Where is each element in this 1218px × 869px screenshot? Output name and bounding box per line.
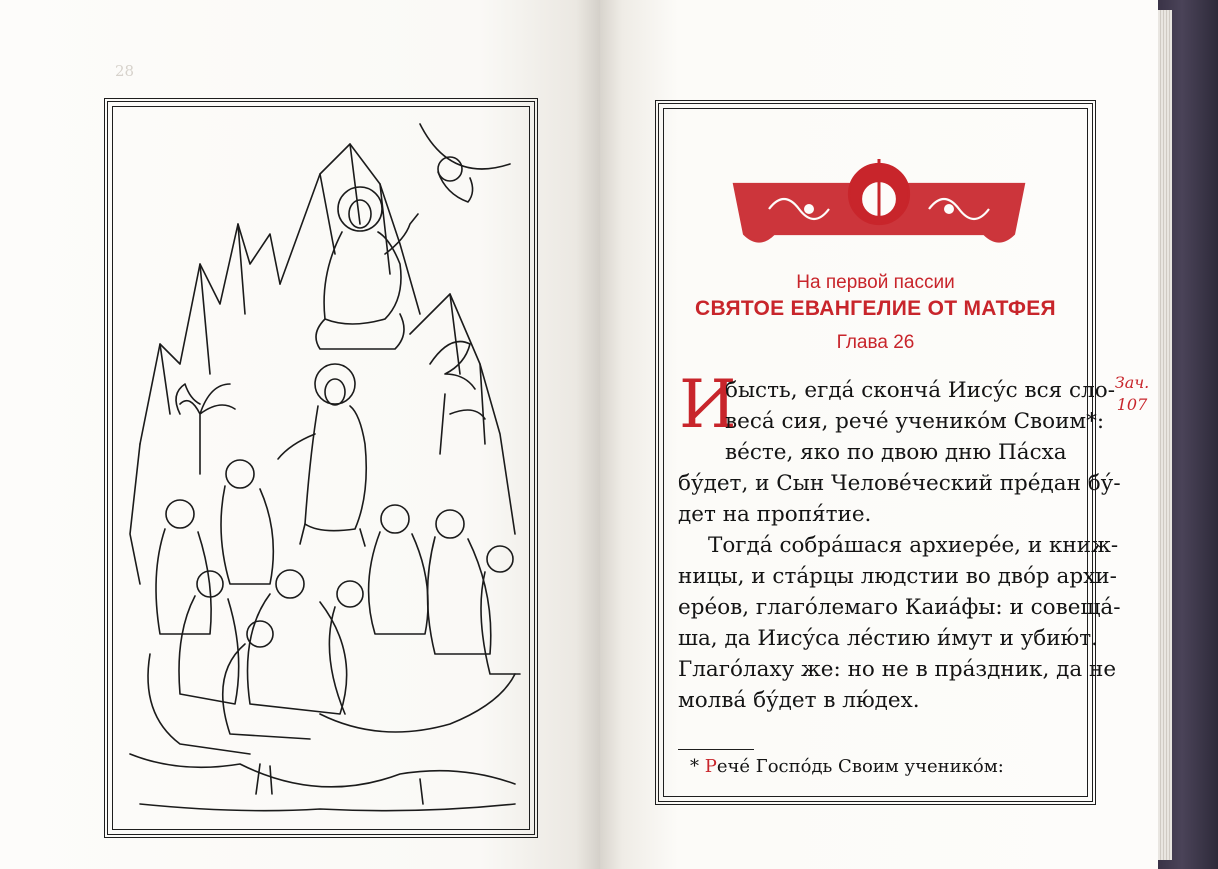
text-frame xyxy=(655,100,1121,805)
service-label: На первой пассии xyxy=(796,272,955,293)
footnote-marker: * xyxy=(690,756,699,777)
chapter-heading: Глава 26 xyxy=(836,332,915,353)
text-line: Тогда́ собра́шася архиере́е, и книж- xyxy=(708,533,1119,558)
page-block-edge xyxy=(1158,10,1172,860)
right-page xyxy=(600,0,1158,869)
illustration-frame xyxy=(104,98,538,838)
text-line: ере́ов, глаго́лемаго Каиа́фы: и совеща́- xyxy=(678,595,1121,620)
book-title: СВЯТОЕ ЕВАНГЕЛИЕ ОТ МАТФЕЯ xyxy=(695,297,1056,320)
text-line: веса́ сия, рече́ ученико́м Своим*: xyxy=(725,409,1105,434)
footnote-text: ече́ Госпо́дь Своим ученико́м: xyxy=(716,756,1004,777)
text-line: бу́дет, и Сын Челове́ческий пре́дан бу́- xyxy=(678,471,1121,496)
ornamental-headpiece xyxy=(729,154,1029,249)
text-line: бысть, егда́ сконча́ Иису́с вся сло- xyxy=(725,378,1115,403)
text-line: дет на пропя́тие. xyxy=(678,502,872,527)
text-line: ницы, и ста́рцы людстии во дво́р архи- xyxy=(678,564,1117,589)
left-page xyxy=(0,0,600,869)
margin-note-label: Зач. xyxy=(1114,373,1150,392)
text-line: Глаго́лаху же: но не в пра́здник, да не xyxy=(678,657,1117,682)
margin-note-number: 107 xyxy=(1116,395,1148,414)
footnote-rule xyxy=(678,749,754,750)
book-cover-edge xyxy=(1158,0,1218,869)
footnote xyxy=(690,756,1004,777)
text-line: молва́ бу́дет в лю́дех. xyxy=(678,688,920,713)
drop-cap: И xyxy=(679,366,737,443)
text-line: ша, да Иису́са ле́стию и́мут и убию́т. xyxy=(678,626,1098,651)
left-page-number: 28 xyxy=(115,62,135,80)
footnote-red-initial: Р xyxy=(704,756,717,777)
gethsemane-illustration xyxy=(120,114,522,822)
text-line: ве́сте, яко по двою дню Па́сха xyxy=(725,440,1067,465)
left-running-header xyxy=(115,62,134,80)
margin-reading-number xyxy=(1107,372,1157,416)
